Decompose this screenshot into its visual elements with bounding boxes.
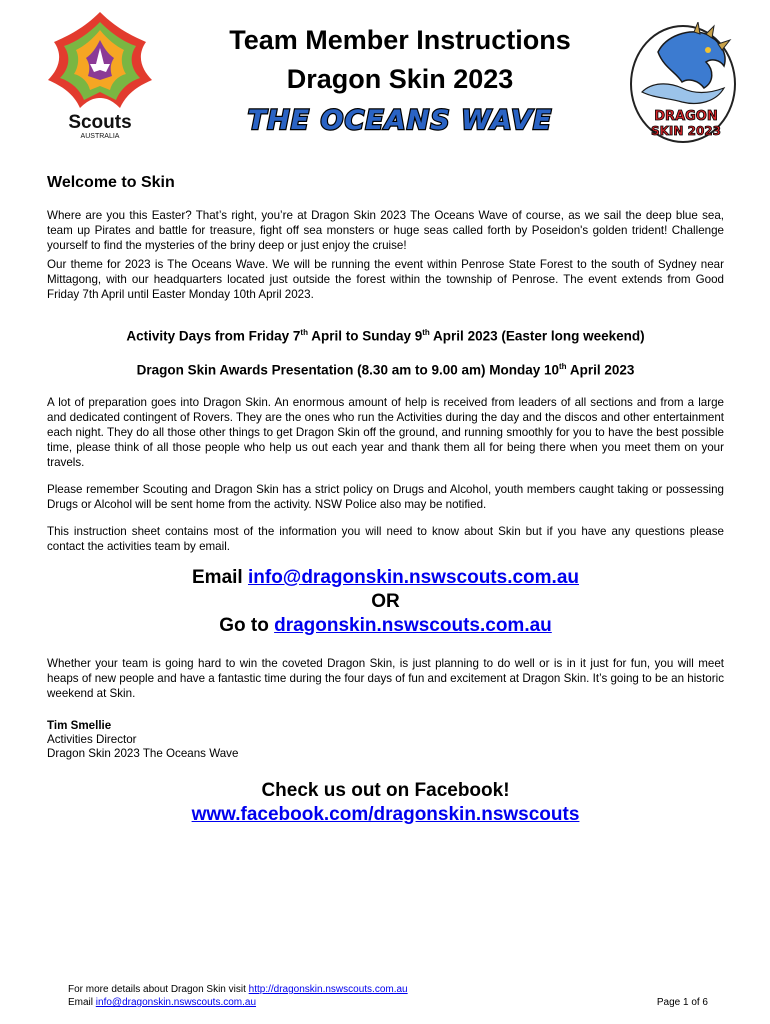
activity-sup-2: th (422, 328, 430, 337)
welcome-paragraph-1: Where are you this Easter? That’s right, you’re at Dragon Skin 2023 The Oceans Wave of course, as we sail the deep blue sea, team up Pirates and battle for treasure, fight off sea monsters or huge seas called forth by Poseidon's golden trident! Challenge yourself to find the mysteries of the briny deep or just enjoy the cruise! (47, 209, 724, 252)
email-label: Email (192, 567, 248, 588)
document-body (47, 170, 724, 827)
scouts-sub-text: AUSTRALIA (80, 133, 120, 140)
footer-line-1 (68, 983, 708, 996)
activity-days-line (47, 328, 724, 344)
facebook-block (47, 779, 724, 827)
page-title-line1: Team Member Instructions (229, 25, 571, 55)
awards-presentation-line (47, 362, 724, 378)
page-number: Page 1 of 6 (656, 997, 708, 1008)
badge-line1: DRAGON (654, 109, 718, 124)
oceans-wave-banner (200, 100, 600, 140)
activity-text-c: April 2023 (Easter long weekend) (429, 328, 645, 344)
welcome-heading: Welcome to Skin (47, 174, 175, 191)
footer-line-2 (68, 996, 708, 1009)
footer-visit-text: For more details about Dragon Skin visit (68, 984, 249, 995)
signoff-name: Tim Smellie (47, 719, 112, 732)
info-paragraph-3: This instruction sheet contains most of the information you will need to know about Skin but if you have any questions please contact the activities team by email. (47, 525, 724, 553)
contact-block (47, 566, 724, 638)
page-footer (68, 983, 708, 1009)
dragon-skin-badge (628, 22, 738, 144)
facebook-link[interactable]: www.facebook.com/dragonskin.nswscouts (191, 804, 580, 825)
closing-paragraph: Whether your team is going hard to win the coveted Dragon Skin, is just planning to do well or is in it just for fun, you will meet heaps of new people and have a fantastic time during the four days of fun and excitement at Dragon Skin. It’s going to be an historic weekend at Skin. (47, 657, 724, 700)
badge-line2: SKIN 2023 (650, 124, 722, 138)
signoff-block (47, 719, 724, 761)
activity-text-b: April to Sunday 9 (307, 328, 423, 344)
awards-text-b: April 2023 (566, 362, 635, 377)
activity-text-a: Activity Days from Friday 7 (126, 328, 301, 344)
info-paragraph-1: A lot of preparation goes into Dragon Skin. An enormous amount of help is received from leaders of all sections and from a large and dedicated contingent of Rovers. They are the ones who run the Activities during the day and the discos and other entertainment each night. They do all those other things to get Dragon Skin off the ground, and running smoothly for you to have the best possible time, please think of all those people who help us out each year and thank them all for being there when you meet them on your travels. (47, 396, 724, 469)
goto-label: Go to (219, 615, 275, 636)
welcome-paragraph-2: Our theme for 2023 is The Oceans Wave. We will be running the event within Penrose State Forest to the south of Sydney near Mittagong, with our headquarters located just outside the forest within the township of Penrose. The event extends from Good Friday 7th April until Easter Monday 10th April 2023. (47, 258, 724, 301)
awards-sup: th (559, 361, 567, 371)
footer-email-text: Email (68, 997, 96, 1008)
goto-line (47, 614, 724, 638)
or-text: OR (371, 591, 400, 612)
document-header (0, 0, 770, 160)
email-link[interactable]: info@dragonskin.nswscouts.com.au (247, 567, 579, 588)
awards-text-a: Dragon Skin Awards Presentation (8.30 am to 9.00 am) Monday 10 (136, 362, 560, 377)
scouts-australia-logo (44, 8, 156, 140)
signoff-event: Dragon Skin 2023 The Oceans Wave (47, 747, 239, 760)
signoff-role: Activities Director (47, 733, 137, 746)
info-paragraph-2: Please remember Scouting and Dragon Skin has a strict policy on Drugs and Alcohol, youth members caught taking or possessing Drugs or Alcohol will be sent home from the activity. NSW Police also may be notified. (47, 483, 724, 511)
facebook-heading: Check us out on Facebook! (261, 780, 510, 801)
activity-sup-1: th (300, 328, 308, 337)
email-line (47, 566, 724, 590)
footer-website-link[interactable]: http://dragonskin.nswscouts.com.au (248, 984, 408, 995)
banner-text: THE OCEANS WAVE (247, 105, 553, 136)
website-link[interactable]: dragonskin.nswscouts.com.au (274, 615, 552, 636)
scouts-brand-text: Scouts (68, 112, 132, 133)
page-title-line2: Dragon Skin 2023 (286, 64, 514, 94)
footer-email-link[interactable]: info@dragonskin.nswscouts.com.au (95, 997, 257, 1008)
